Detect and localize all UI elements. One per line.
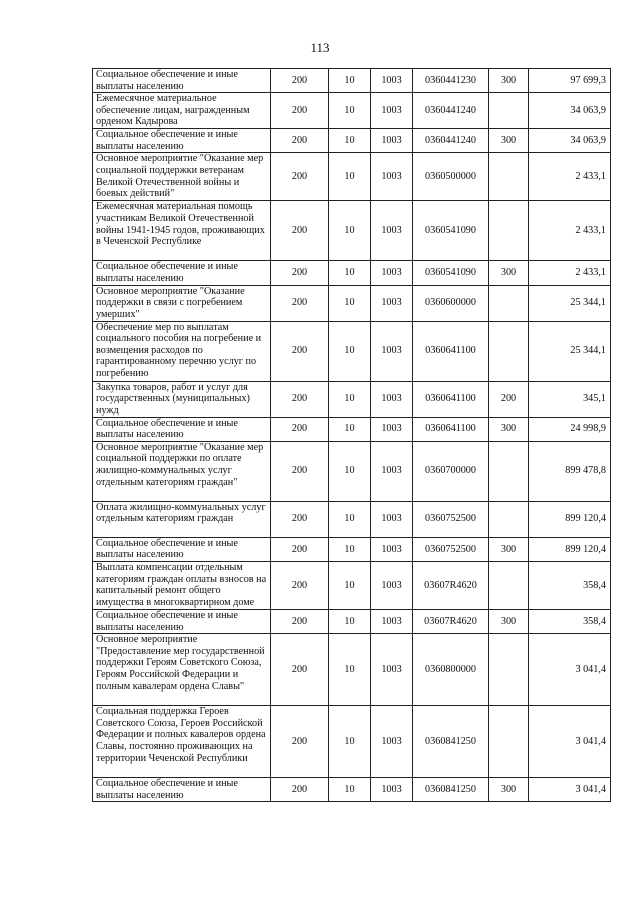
row-amount-cell: 899 120,4: [529, 537, 611, 561]
row-name-cell: Социальное обеспечение и иные выплаты населению: [93, 778, 271, 802]
row-section-cell: 10: [329, 537, 371, 561]
row-name-cell: Социальное обеспечение и иные выплаты населению: [93, 609, 271, 633]
row-name-cell: Социальное обеспечение и иные выплаты населению: [93, 417, 271, 441]
row-ministry-cell: 200: [271, 634, 329, 706]
table-row: [93, 537, 611, 561]
row-name-cell: Основное мероприятие "Оказание мер социальной поддержки по оплате жилищно-коммунальных услуг отдельным категориям граждан": [93, 441, 271, 501]
row-expense-type-cell: 300: [489, 609, 529, 633]
row-amount-cell: 2 433,1: [529, 261, 611, 285]
row-expense-type-cell: 300: [489, 778, 529, 802]
row-section-cell: 10: [329, 69, 371, 93]
row-subsection-cell: 1003: [371, 201, 413, 261]
row-name-cell: Ежемесячное материальное обеспечение лицам, награжденным орденом Кадырова: [93, 93, 271, 129]
row-name-cell: Выплата компенсации отдельным категориям граждан оплаты взносов на капитальный ремонт общего имущества в многоквартирном доме: [93, 561, 271, 609]
row-section-cell: 10: [329, 381, 371, 417]
row-target-cell: 0360500000: [413, 153, 489, 201]
row-subsection-cell: 1003: [371, 321, 413, 381]
row-amount-cell: 3 041,4: [529, 706, 611, 778]
row-name-cell: Ежемесячная материальная помощь участникам Великой Отечественной войны 1941-1945 годов, проживающих в Чеченской Республике: [93, 201, 271, 261]
row-section-cell: 10: [329, 501, 371, 537]
table-row: [93, 321, 611, 381]
row-target-cell: 0360641100: [413, 321, 489, 381]
row-section-cell: 10: [329, 321, 371, 381]
row-section-cell: 10: [329, 609, 371, 633]
row-subsection-cell: 1003: [371, 261, 413, 285]
table-row: [93, 153, 611, 201]
row-expense-type-cell: [489, 441, 529, 501]
row-subsection-cell: 1003: [371, 561, 413, 609]
row-section-cell: 10: [329, 153, 371, 201]
table-row: [93, 261, 611, 285]
row-target-cell: 0360800000: [413, 634, 489, 706]
table-row: [93, 129, 611, 153]
row-ministry-cell: 200: [271, 501, 329, 537]
row-target-cell: 0360841250: [413, 706, 489, 778]
row-target-cell: 03607R4620: [413, 561, 489, 609]
table-row: [93, 93, 611, 129]
row-amount-cell: 25 344,1: [529, 285, 611, 321]
row-name-cell: Закупка товаров, работ и услуг для государственных (муниципальных) нужд: [93, 381, 271, 417]
row-expense-type-cell: [489, 321, 529, 381]
row-amount-cell: 25 344,1: [529, 321, 611, 381]
row-ministry-cell: 200: [271, 609, 329, 633]
row-amount-cell: 899 120,4: [529, 501, 611, 537]
row-ministry-cell: 200: [271, 129, 329, 153]
row-amount-cell: 3 041,4: [529, 634, 611, 706]
row-target-cell: 0360441230: [413, 69, 489, 93]
row-subsection-cell: 1003: [371, 501, 413, 537]
row-ministry-cell: 200: [271, 93, 329, 129]
row-subsection-cell: 1003: [371, 609, 413, 633]
row-section-cell: 10: [329, 261, 371, 285]
row-ministry-cell: 200: [271, 153, 329, 201]
row-name-cell: Социальное обеспечение и иные выплаты населению: [93, 537, 271, 561]
row-section-cell: 10: [329, 706, 371, 778]
row-target-cell: 0360641100: [413, 417, 489, 441]
row-subsection-cell: 1003: [371, 441, 413, 501]
row-ministry-cell: 200: [271, 201, 329, 261]
row-expense-type-cell: [489, 561, 529, 609]
row-section-cell: 10: [329, 285, 371, 321]
row-subsection-cell: 1003: [371, 381, 413, 417]
row-name-cell: Социальное обеспечение и иные выплаты населению: [93, 69, 271, 93]
row-section-cell: 10: [329, 634, 371, 706]
row-amount-cell: 34 063,9: [529, 93, 611, 129]
row-amount-cell: 358,4: [529, 609, 611, 633]
row-expense-type-cell: 300: [489, 537, 529, 561]
row-target-cell: 0360541090: [413, 201, 489, 261]
row-ministry-cell: 200: [271, 778, 329, 802]
row-name-cell: Обеспечение мер по выплатам социального пособия на погребение и возмещения расходов по гарантированному перечню услуг по погребению: [93, 321, 271, 381]
row-expense-type-cell: 300: [489, 129, 529, 153]
row-subsection-cell: 1003: [371, 153, 413, 201]
row-name-cell: Социальная поддержка Героев Советского Союза, Героев Российской Федерации и полных кавалеров ордена Славы, постоянно проживающих на территории Чеченской Республики: [93, 706, 271, 778]
row-amount-cell: 358,4: [529, 561, 611, 609]
row-expense-type-cell: [489, 93, 529, 129]
table-row: [93, 778, 611, 802]
table-row: [93, 69, 611, 93]
row-subsection-cell: 1003: [371, 634, 413, 706]
row-ministry-cell: 200: [271, 706, 329, 778]
row-target-cell: 0360441240: [413, 129, 489, 153]
row-section-cell: 10: [329, 778, 371, 802]
row-name-cell: Социальное обеспечение и иные выплаты населению: [93, 261, 271, 285]
row-expense-type-cell: [489, 201, 529, 261]
table-row: [93, 441, 611, 501]
row-section-cell: 10: [329, 441, 371, 501]
row-section-cell: 10: [329, 201, 371, 261]
row-subsection-cell: 1003: [371, 285, 413, 321]
row-expense-type-cell: [489, 706, 529, 778]
row-name-cell: Основное мероприятие "Оказание мер социальной поддержки ветеранам Великой Отечественной войны и боевых действий": [93, 153, 271, 201]
row-amount-cell: 899 478,8: [529, 441, 611, 501]
row-name-cell: Основное мероприятие "Предоставление мер государственной поддержки Героям Советского Союза, Героям Российской Федерации и полным кавалерам ордена Славы": [93, 634, 271, 706]
row-subsection-cell: 1003: [371, 417, 413, 441]
row-section-cell: 10: [329, 417, 371, 441]
row-subsection-cell: 1003: [371, 69, 413, 93]
row-target-cell: 0360441240: [413, 93, 489, 129]
row-target-cell: 0360541090: [413, 261, 489, 285]
table-row: [93, 706, 611, 778]
row-amount-cell: 2 433,1: [529, 153, 611, 201]
row-target-cell: 0360600000: [413, 285, 489, 321]
table-row: [93, 381, 611, 417]
row-ministry-cell: 200: [271, 261, 329, 285]
row-amount-cell: 97 699,3: [529, 69, 611, 93]
row-expense-type-cell: [489, 501, 529, 537]
table-row: [93, 609, 611, 633]
row-subsection-cell: 1003: [371, 706, 413, 778]
row-amount-cell: 2 433,1: [529, 201, 611, 261]
budget-table: [92, 68, 611, 802]
row-ministry-cell: 200: [271, 321, 329, 381]
row-amount-cell: 345,1: [529, 381, 611, 417]
row-name-cell: Основное мероприятие "Оказание поддержки в связи с погребением умерших": [93, 285, 271, 321]
row-expense-type-cell: 300: [489, 69, 529, 93]
row-section-cell: 10: [329, 561, 371, 609]
row-section-cell: 10: [329, 93, 371, 129]
row-subsection-cell: 1003: [371, 537, 413, 561]
row-expense-type-cell: [489, 634, 529, 706]
row-target-cell: 0360752500: [413, 537, 489, 561]
budget-table-body: [93, 69, 611, 802]
row-expense-type-cell: [489, 285, 529, 321]
row-ministry-cell: 200: [271, 381, 329, 417]
row-ministry-cell: 200: [271, 561, 329, 609]
row-target-cell: 0360641100: [413, 381, 489, 417]
row-amount-cell: 34 063,9: [529, 129, 611, 153]
table-row: [93, 201, 611, 261]
row-target-cell: 0360700000: [413, 441, 489, 501]
row-subsection-cell: 1003: [371, 129, 413, 153]
row-section-cell: 10: [329, 129, 371, 153]
table-row: [93, 285, 611, 321]
row-ministry-cell: 200: [271, 417, 329, 441]
page-number: 113: [310, 40, 330, 55]
row-target-cell: 0360752500: [413, 501, 489, 537]
row-ministry-cell: 200: [271, 441, 329, 501]
row-subsection-cell: 1003: [371, 778, 413, 802]
row-name-cell: Оплата жилищно-коммунальных услуг отдельным категориям граждан: [93, 501, 271, 537]
row-ministry-cell: 200: [271, 69, 329, 93]
table-row: [93, 501, 611, 537]
table-row: [93, 634, 611, 706]
table-row: [93, 417, 611, 441]
row-expense-type-cell: 200: [489, 381, 529, 417]
row-target-cell: 0360841250: [413, 778, 489, 802]
row-expense-type-cell: 300: [489, 261, 529, 285]
row-name-cell: Социальное обеспечение и иные выплаты населению: [93, 129, 271, 153]
row-expense-type-cell: [489, 153, 529, 201]
row-ministry-cell: 200: [271, 285, 329, 321]
row-ministry-cell: 200: [271, 537, 329, 561]
row-amount-cell: 24 998,9: [529, 417, 611, 441]
row-target-cell: 03607R4620: [413, 609, 489, 633]
row-expense-type-cell: 300: [489, 417, 529, 441]
row-amount-cell: 3 041,4: [529, 778, 611, 802]
table-row: [93, 561, 611, 609]
row-subsection-cell: 1003: [371, 93, 413, 129]
